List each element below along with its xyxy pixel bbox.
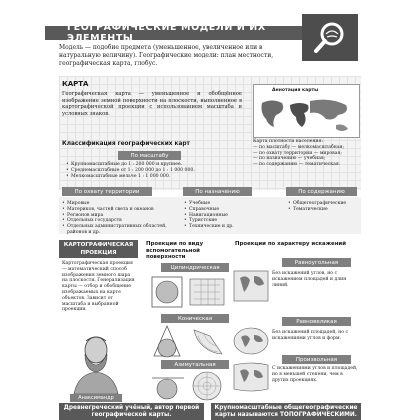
equal-area-text: Без искажений площадей, но с искажениями углов и форм. [272,330,349,341]
map-annotation-text: Карта плотности населения: — по масштабу — мелкомасштабная; — по охвату территории — мировая; — по назначению — учебная; — по содержанию — тематическая. [253,139,345,168]
conic-label: Коническая [161,314,229,323]
list-item: • Туристские [184,218,272,224]
list-item: • Мировые [62,201,180,207]
projection-distortion-heading: Проекции по характеру искажений [235,241,346,247]
cylindrical-figure [150,273,226,310]
arbitrary-map-icon [232,361,270,393]
list-item: • Навигационные [184,213,272,219]
karta-heading: КАРТА [62,80,89,88]
list-item: • Отдельных государств [62,218,180,224]
list-item: • Учебные [184,201,272,207]
cartography-text: Картографическая проекция — математический способ изображения земного шара на плоскости. Генерализация карты — отбор и обобщение изображаемых на карте объектов. Зависит от масштаба и выбранной проекции. [62,261,135,313]
bottom-right-note: Крупномасштабные общегеографические карты называются ТОПОГРАФИЧЕСКИМИ. [211,403,361,420]
azimuthal-label: Азимутальная [161,360,229,369]
list-item: • Общегеографические [288,201,360,207]
cylindrical-label: Цилиндрическая [161,263,229,272]
scholar-portrait-icon [64,332,128,394]
by-purpose-label: По назначению [183,187,252,196]
conic-figure [150,324,226,360]
cartography-heading: КАРТОГРАФИЧЕСКАЯ ПРОЕКЦИЯ [59,240,138,258]
list-item: • Справочные [184,207,272,213]
search-badge [302,14,358,61]
portrait-image [64,332,128,394]
conformal-figure [232,268,270,304]
list-item: • Материков, частей света и океанов [62,207,180,213]
projection-surface-heading: Проекции по виду вспомогательной поверхности [146,241,204,261]
arbitrary-figure [232,361,270,393]
by-territory-label: По охвату территории [62,187,152,196]
magnifier-icon [302,14,358,61]
conformal-text: Без искажений углов, но с искажением площадей и длин линий. [272,271,347,288]
azimuthal-projection-icon [150,370,226,402]
territory-list [62,201,180,236]
conformal-label: Равноугольная [282,258,351,267]
by-scale-label: По масштабу [118,151,181,160]
equal-area-label: Равновеликая [282,317,351,326]
list-item: • Мелкомасштабные мельче 1 : 1 000 000. [66,174,251,180]
cone-projection-icon [150,324,226,360]
azimuthal-figure [150,370,226,402]
equal-area-map-icon [232,325,270,357]
list-item: • Крупномасштабные до 1 : 200 000 и крупнее. [66,162,251,168]
annotation-map [253,84,360,138]
purpose-list [184,201,272,230]
list-item: • Регионов мира [62,213,180,219]
by-content-label: По содержанию [286,187,357,196]
content-list [288,201,360,213]
classification-heading: Классификация географических карт [62,141,190,147]
list-item: • Отдельных административных областей, районов и др. [62,224,180,236]
annotation-title: Аннотация карты [272,88,319,93]
portrait-caption: Анаксимандр [70,394,122,402]
cylinder-projection-icon [150,273,226,310]
list-item: • Технические и др. [184,224,272,230]
list-item: • Тематические [288,207,360,213]
page-title-text: ГЕОГРАФИЧЕСКИЕ МОДЕЛИ И ИХ ЭЛЕМЕНТЫ [67,22,266,44]
list-item: • Среднемасштабные от 1 : 200 000 до 1 : 1 000 000. [66,168,251,174]
world-map-icon [254,97,359,137]
page-title [45,22,331,44]
equal-area-figure [232,325,270,357]
karta-definition: Географическая карта — уменьшенное и обобщённое изображение земной поверхности на плоскости, выполненное в картографической проекции с использованием масштаба и условных знаков. [62,91,242,117]
scale-list [66,162,251,179]
bottom-left-note: Древнегреческий учёный, автор первой географической карты. [59,403,204,420]
conformal-map-icon [232,268,270,304]
arbitrary-label: Произвольная [282,355,351,364]
intro-text: Модель — подобие предмета (уменьшенное, увеличенное или в натуральную величину). Географические модели: план местности, географическая карта, глобус. [59,44,274,67]
arbitrary-text: С искажениями углов и площадей, но в меньшей степени, чем в других проекциях. [272,366,358,383]
